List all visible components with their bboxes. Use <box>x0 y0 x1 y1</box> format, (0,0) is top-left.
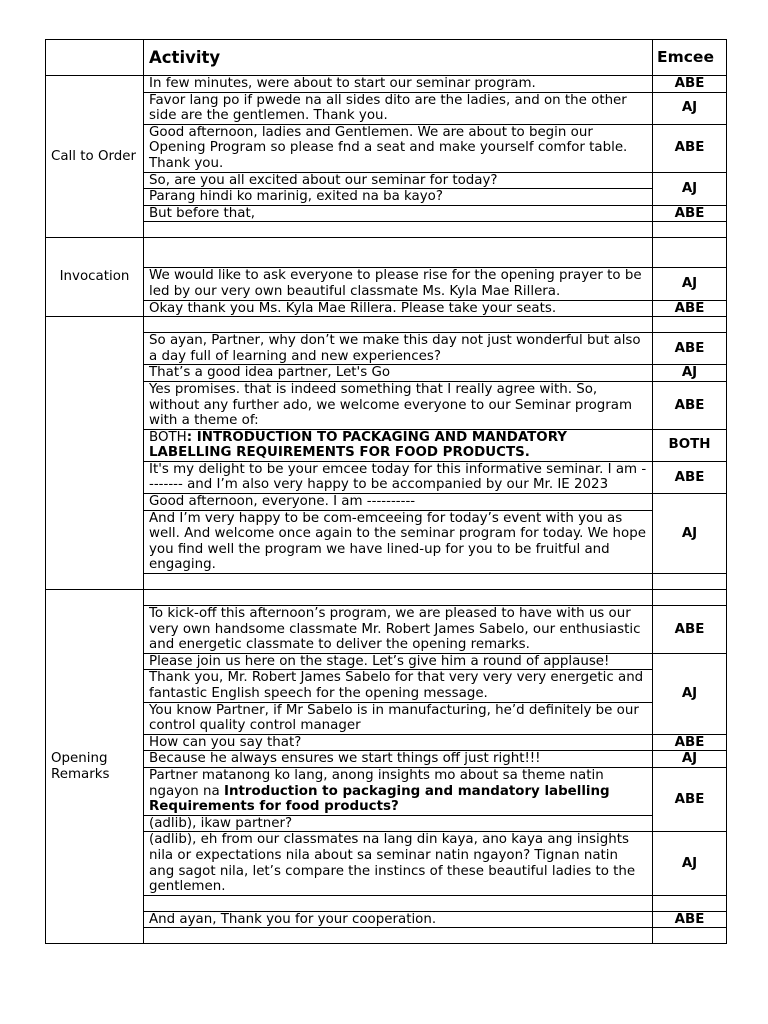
empty-cell <box>144 238 653 268</box>
table-row <box>46 895 727 911</box>
emcee-cell: AJ <box>653 751 727 768</box>
table-row <box>46 510 727 573</box>
table-row <box>46 300 727 317</box>
emcee-cell: AJ <box>653 172 727 205</box>
emcee-cell: ABE <box>653 124 727 172</box>
emcee-cell: ABE <box>653 461 727 493</box>
table-row <box>46 429 727 461</box>
table-row <box>46 124 727 172</box>
seminar-theme: Introduction to packaging and mandatory labelling Requirements for food products? <box>149 783 610 815</box>
empty-cell <box>144 928 653 944</box>
emcee-cell: BOTH <box>653 429 727 461</box>
activity-text: Favor lang po if pwede na all sides dito are the ladies, and on the other side are the gentlemen. Thank you. <box>144 92 653 124</box>
table-row <box>46 653 727 670</box>
section-invocation: Invocation <box>46 238 144 317</box>
emcee-cell: AJ <box>653 494 727 574</box>
activity-text: So, are you all excited about our seminar for today? <box>144 172 653 189</box>
empty-cell <box>653 895 727 911</box>
table-row <box>46 494 727 511</box>
emcee-cell: AJ <box>653 92 727 124</box>
table-row <box>46 911 727 928</box>
activity-text: Okay thank you Ms. Kyla Mae Rillera. Please take your seats. <box>144 300 653 317</box>
empty-cell <box>144 895 653 911</box>
activity-text: (adlib), eh from our classmates na lang din kaya, ano kaya ang insights nila or expectations nila about sa seminar natin ngayon? Tignan natin ang sagot nila, let’s compare the instincs of these beautiful ladies to the gentlemen. <box>144 832 653 895</box>
empty-cell <box>653 222 727 238</box>
emcee-cell: ABE <box>653 205 727 222</box>
activity-text: So ayan, Partner, why don’t we make this day not just wonderful but also a day full of learning and new experiences? <box>144 333 653 365</box>
activity-line: Good afternoon, ladies and Gentlemen. We are about to begin our <box>149 124 593 140</box>
activity-text: To kick-off this afternoon’s program, we are pleased to have with us our very own handsome classmate Mr. Robert James Sabelo, our enthusiastic and energetic classmate to deliver the opening remarks. <box>144 606 653 654</box>
activity-text: Thank you, Mr. Robert James Sabelo for that very very very energetic and fantastic English speech for the opening message. <box>144 670 653 702</box>
activity-text <box>144 767 653 815</box>
table-row <box>46 832 727 895</box>
activity-text <box>144 429 653 461</box>
emcee-cell: ABE <box>653 767 727 831</box>
emcee-cell: AJ <box>653 268 727 300</box>
table-row <box>46 317 727 333</box>
table-row <box>46 606 727 654</box>
header-emcee: Emcee <box>653 40 727 76</box>
empty-cell <box>653 238 727 268</box>
table-row <box>46 590 727 606</box>
table-row <box>46 381 727 429</box>
empty-cell <box>144 222 653 238</box>
activity-text: Please join us here on the stage. Let’s give him a round of applause! <box>144 653 653 670</box>
header-section-cell <box>46 40 144 76</box>
empty-cell <box>144 574 653 590</box>
activity-prefix: BOTH <box>149 429 187 445</box>
empty-cell <box>144 317 653 333</box>
activity-text: (adlib), ikaw partner? <box>144 815 653 832</box>
emcee-cell: ABE <box>653 606 727 654</box>
table-row <box>46 767 727 815</box>
script-table <box>45 39 727 944</box>
table-row <box>46 365 727 382</box>
empty-cell <box>144 590 653 606</box>
activity-text: You know Partner, if Mr Sabelo is in manufacturing, he’d definitely be our control quality control manager <box>144 702 653 734</box>
activity-text: And ayan, Thank you for your cooperation. <box>144 911 653 928</box>
table-row <box>46 268 727 300</box>
table-row <box>46 815 727 832</box>
table-row <box>46 928 727 944</box>
activity-line: Opening Program so please fnd a seat and make yourself comfor table. Thank you. <box>149 140 628 171</box>
table-row <box>46 734 727 751</box>
table-row <box>46 238 727 268</box>
activity-text: Yes promises. that is indeed something that I really agree with. So, without any further ado, we welcome everyone to our Seminar program with a theme of: <box>144 381 653 429</box>
activity-text: And I’m very happy to be com-emceeing for today’s event with you as well. And welcome once again to the seminar program for today. We hope you find well the program we have lined-up for you to be fruitful and engaging. <box>144 510 653 573</box>
emcee-cell: AJ <box>653 653 727 734</box>
emcee-cell: AJ <box>653 365 727 382</box>
table-row <box>46 574 727 590</box>
emcee-cell: ABE <box>653 381 727 429</box>
table-row <box>46 461 727 493</box>
activity-text: It's my delight to be your emcee today for this informative seminar. I am -------- and I’m also very happy to be accompanied by our Mr. IE 2023 <box>144 461 653 493</box>
table-row <box>46 222 727 238</box>
section-call-to-order: Call to Order <box>46 76 144 238</box>
emcee-cell: ABE <box>653 734 727 751</box>
empty-cell <box>653 317 727 333</box>
emcee-cell: AJ <box>653 832 727 895</box>
table-row <box>46 205 727 222</box>
activity-text: In few minutes, were about to start our seminar program. <box>144 76 653 93</box>
activity-text: Parang hindi ko marinig, exited na ba kayo? <box>144 189 653 206</box>
emcee-cell: ABE <box>653 333 727 365</box>
activity-text: How can you say that? <box>144 734 653 751</box>
empty-cell <box>653 574 727 590</box>
activity-text: Because he always ensures we start things off just right!!! <box>144 751 653 768</box>
table-row <box>46 670 727 702</box>
table-row <box>46 751 727 768</box>
section-welcome <box>46 317 144 590</box>
seminar-theme: : INTRODUCTION TO PACKAGING AND MANDATORY LABELLING REQUIREMENTS FOR FOOD PRODUCTS. <box>149 429 567 461</box>
emcee-cell: ABE <box>653 300 727 317</box>
table-row <box>46 702 727 734</box>
activity-text <box>144 124 653 172</box>
empty-cell <box>653 928 727 944</box>
empty-cell <box>653 590 727 606</box>
emcee-cell: ABE <box>653 76 727 93</box>
table-row <box>46 172 727 189</box>
table-row <box>46 76 727 93</box>
table-row <box>46 92 727 124</box>
activity-text: Good afternoon, everyone. I am ---------- <box>144 494 653 511</box>
emcee-cell: ABE <box>653 911 727 928</box>
header-row <box>46 40 727 76</box>
activity-text: That’s a good idea partner, Let's Go <box>144 365 653 382</box>
header-activity: Activity <box>144 40 653 76</box>
table-row <box>46 189 727 206</box>
section-opening-remarks: Opening Remarks <box>46 590 144 944</box>
activity-text: But before that, <box>144 205 653 222</box>
activity-prefix: Partner matanong ko lang, anong insights mo about sa theme natin ngayon na <box>149 767 604 799</box>
activity-text: We would like to ask everyone to please rise for the opening prayer to be led by our very own beautiful classmate Ms. Kyla Mae Rillera. <box>144 268 653 300</box>
table-row <box>46 333 727 365</box>
